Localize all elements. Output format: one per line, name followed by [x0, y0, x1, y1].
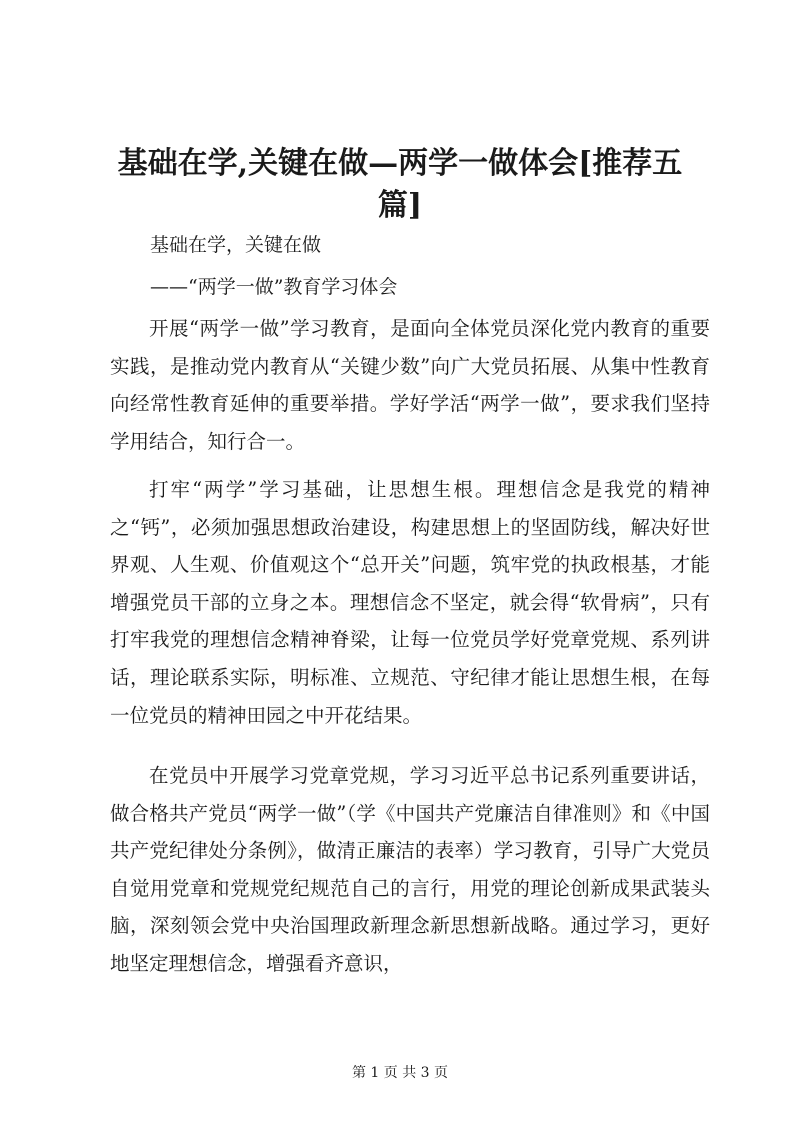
page-footer: 第 1 页 共 3 页 — [351, 1065, 449, 1081]
paragraph-1: 开展“两学一做”学习教育，是面向全体党员深化党内教育的重要实践，是推动党内教育从“关键少数”向广大党员拓展、从集中性教育向经常性教育延伸的重要举措。学好学活“两学一做”，要求我们坚持学用结合，知行合一。 — [110, 317, 710, 453]
subtitle-line-2: ——“两学一做”教育学习体会 — [150, 276, 398, 298]
subtitle-line-1: 基础在学，关键在做 — [150, 234, 322, 256]
document-title: 基础在学,关键在做—两学一做体会[推荐五篇] — [117, 146, 683, 223]
paragraph-3: 在党员中开展学习党章党规，学习习近平总书记系列重要讲话，做合格共产党员“两学一做”（学《中国共产党廉洁自律准则》和《中国共产党纪律处分条例》，做清正廉洁的表率）学习教育，引导广大党员自觉用党章和党规党纪规范自己的言行，用党的理论创新成果武装头脑，深刻领会党中央治国理政新理念新思想新战略。通过学习，更好地坚定理想信念，增强看齐意识， — [110, 764, 710, 975]
paragraph-2: 打牢“两学”学习基础，让思想生根。理想信念是我党的精神之“钙”，必须加强思想政治建设，构建思想上的坚固防线，解决好世界观、人生观、价值观这个“总开关”问题，筑牢党的执政根基，才能增强党员干部的立身之本。理想信念不坚定，就会得“软骨病”，只有打牢我党的理想信念精神脊梁，让每一位党员学好党章党规、系列讲话，理论联系实际，明标准、立规范、守纪律才能让思想生根，在每一位党员的精神田园之中开花结果。 — [110, 478, 710, 727]
